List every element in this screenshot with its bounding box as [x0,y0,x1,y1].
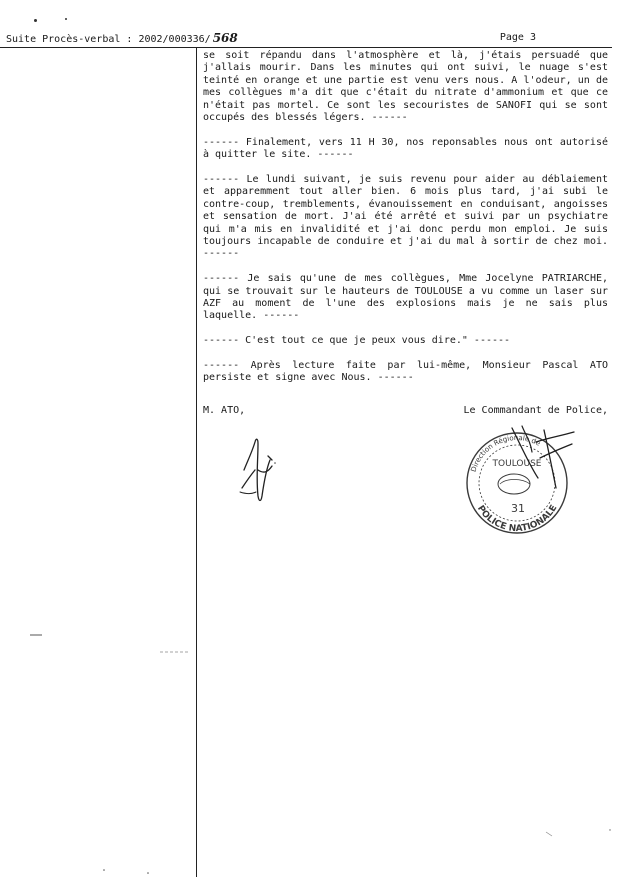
margin-rule [196,47,197,877]
stamp-bottom-text: POLICE NATIONALE [474,503,560,535]
stamp-department-number: 31 [511,502,525,515]
reference-label: Suite Procès-verbal : 2002/000336/ [6,34,211,45]
police-stamp [452,418,582,548]
paragraph: ------ Après lecture faite par lui-même, Monsieur Pascal ATO persiste et signe avec Nous. ------ [203,360,608,384]
signature-labels [203,404,608,418]
handwritten-reference-number: 568 [212,31,238,45]
paragraph: se soit répandu dans l'atmosphère et là, j'étais persuadé que j'allais mourir. Dans les minutes qui ont suivi, le nuage s'est teinté en orange et une partie est venu vers nous. A l'odeur, un de mes collègues m'a dit que c'était du nitrate d'ammonium et que ce n'était pas mortel. Ce sont les secouristes de SANOFI qui se sont occupés des blessés légers. ------ [203,50,608,124]
page-number: Page 3 [499,32,536,43]
document-reference [6,31,238,47]
stamp-city-text: TOULOUSE [492,459,542,469]
paragraph: ------ Je sais qu'une de mes collègues, Mme Jocelyne PATRIARCHE, qui se trouvait sur le hauteurs de TOULOUSE a vu comme un laser sur AZF au moment de l'une des explosions mais je ne sais plus laquelle. ------ [203,273,608,322]
paragraph: ------ Le lundi suivant, je suis revenu pour aider au déblaiement et apparemment tout aller bien. 6 mois plus tard, j'ai subi le contre-coup, tremblements, évanouissement en conduisant, angoisses et sensation de mort. J'ai été arrêté et suivi par un psychiatre qui m'a mis en invalidité et j'ai donc perdu mon emploi. Je suis toujours incapable de conduire et j'ai du mal à sortir de chez moi. ------ [203,174,608,260]
statement-body [203,50,608,397]
stamp-top-text: Direction Régionale de [469,433,542,473]
header-rule [0,47,612,48]
page-header [6,30,606,46]
paragraph: ------ C'est tout ce que je peux vous dire." ------ [203,335,511,347]
witness-signature [222,430,292,510]
scan-speck [65,18,67,20]
witness-signature-label: M. ATO, [203,405,246,416]
paragraph: ------ Finalement, vers 11 H 30, nos reponsables nous ont autorisé à quitter le site. ------ [203,136,608,161]
officer-signature-label: Le Commandant de Police, [463,405,608,416]
scan-speck [34,19,37,22]
